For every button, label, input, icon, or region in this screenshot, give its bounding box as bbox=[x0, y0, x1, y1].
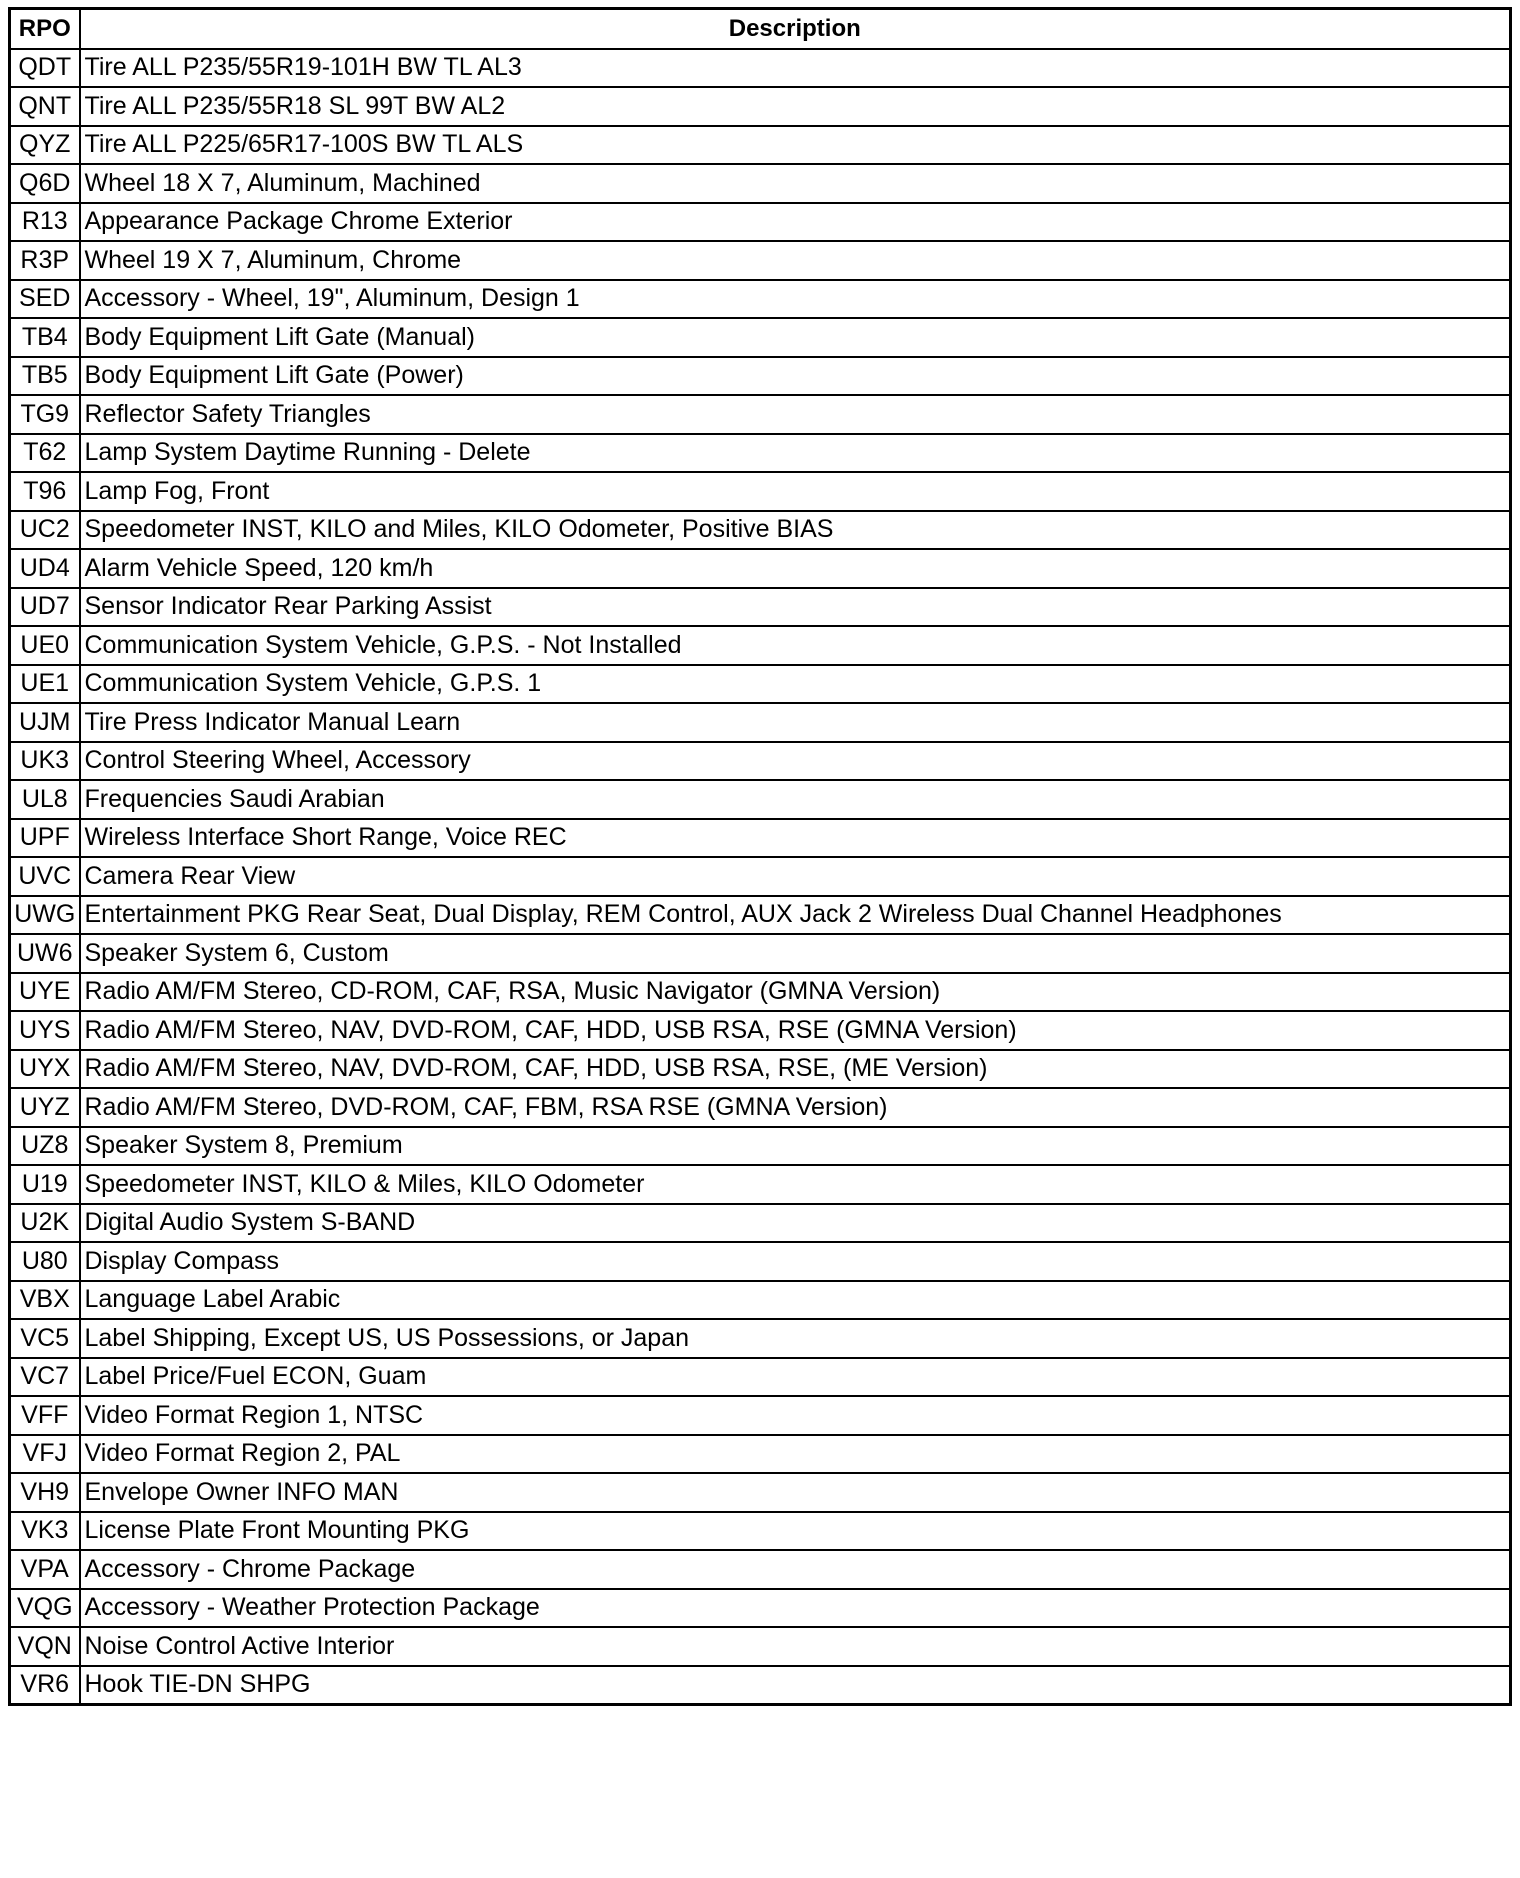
table-row bbox=[10, 472, 1511, 511]
description-cell: Body Equipment Lift Gate (Power) bbox=[80, 357, 1511, 396]
description-cell: Language Label Arabic bbox=[80, 1281, 1511, 1320]
table-row bbox=[10, 626, 1511, 665]
table-row bbox=[10, 280, 1511, 319]
description-cell: License Plate Front Mounting PKG bbox=[80, 1512, 1511, 1551]
table-header bbox=[10, 9, 1511, 49]
rpo-code-cell: UC2 bbox=[10, 511, 80, 550]
table-row bbox=[10, 1165, 1511, 1204]
table-row bbox=[10, 896, 1511, 935]
rpo-code-cell: UW6 bbox=[10, 934, 80, 973]
description-cell: Lamp Fog, Front bbox=[80, 472, 1511, 511]
rpo-code-cell: VBX bbox=[10, 1281, 80, 1320]
table-row bbox=[10, 434, 1511, 473]
description-cell: Envelope Owner INFO MAN bbox=[80, 1473, 1511, 1512]
rpo-code-cell: QDT bbox=[10, 49, 80, 88]
rpo-code-cell: U19 bbox=[10, 1165, 80, 1204]
table-row bbox=[10, 549, 1511, 588]
description-cell: Reflector Safety Triangles bbox=[80, 395, 1511, 434]
rpo-code-cell: VQN bbox=[10, 1627, 80, 1666]
table-row bbox=[10, 588, 1511, 627]
description-cell: Noise Control Active Interior bbox=[80, 1627, 1511, 1666]
table-row bbox=[10, 1127, 1511, 1166]
rpo-code-cell: VPA bbox=[10, 1550, 80, 1589]
rpo-code-cell: R13 bbox=[10, 203, 80, 242]
table-row bbox=[10, 973, 1511, 1012]
table-row bbox=[10, 1319, 1511, 1358]
rpo-code-cell: UJM bbox=[10, 703, 80, 742]
table-row bbox=[10, 87, 1511, 126]
description-cell: Wheel 19 X 7, Aluminum, Chrome bbox=[80, 241, 1511, 280]
table-row bbox=[10, 395, 1511, 434]
header-row bbox=[10, 9, 1511, 49]
rpo-code-cell: UL8 bbox=[10, 780, 80, 819]
table-row bbox=[10, 1396, 1511, 1435]
description-cell: Hook TIE-DN SHPG bbox=[80, 1666, 1511, 1705]
rpo-code-cell: T96 bbox=[10, 472, 80, 511]
table-row bbox=[10, 164, 1511, 203]
description-cell: Radio AM/FM Stereo, DVD-ROM, CAF, FBM, RSA RSE (GMNA Version) bbox=[80, 1088, 1511, 1127]
rpo-code-cell: SED bbox=[10, 280, 80, 319]
table-row bbox=[10, 318, 1511, 357]
description-cell: Digital Audio System S-BAND bbox=[80, 1204, 1511, 1243]
description-cell: Alarm Vehicle Speed, 120 km/h bbox=[80, 549, 1511, 588]
description-cell: Video Format Region 2, PAL bbox=[80, 1435, 1511, 1474]
rpo-code-cell: UYZ bbox=[10, 1088, 80, 1127]
description-cell: Radio AM/FM Stereo, CD-ROM, CAF, RSA, Music Navigator (GMNA Version) bbox=[80, 973, 1511, 1012]
description-cell: Wireless Interface Short Range, Voice REC bbox=[80, 819, 1511, 858]
table-row bbox=[10, 780, 1511, 819]
table-row bbox=[10, 126, 1511, 165]
rpo-code-cell: VFJ bbox=[10, 1435, 80, 1474]
description-cell: Label Price/Fuel ECON, Guam bbox=[80, 1358, 1511, 1397]
description-cell: Wheel 18 X 7, Aluminum, Machined bbox=[80, 164, 1511, 203]
table-row bbox=[10, 934, 1511, 973]
table-row bbox=[10, 1550, 1511, 1589]
description-cell: Control Steering Wheel, Accessory bbox=[80, 742, 1511, 781]
description-cell: Speedometer INST, KILO and Miles, KILO Odometer, Positive BIAS bbox=[80, 511, 1511, 550]
table-row bbox=[10, 1666, 1511, 1705]
table-row bbox=[10, 1358, 1511, 1397]
table-row bbox=[10, 357, 1511, 396]
rpo-code-cell: TB5 bbox=[10, 357, 80, 396]
rpo-code-cell: VR6 bbox=[10, 1666, 80, 1705]
description-cell: Radio AM/FM Stereo, NAV, DVD-ROM, CAF, HDD, USB RSA, RSE, (ME Version) bbox=[80, 1050, 1511, 1089]
description-cell: Tire ALL P235/55R18 SL 99T BW AL2 bbox=[80, 87, 1511, 126]
description-cell: Speaker System 8, Premium bbox=[80, 1127, 1511, 1166]
rpo-code-cell: UK3 bbox=[10, 742, 80, 781]
rpo-code-cell: R3P bbox=[10, 241, 80, 280]
table-row bbox=[10, 49, 1511, 88]
description-cell: Tire ALL P235/55R19-101H BW TL AL3 bbox=[80, 49, 1511, 88]
rpo-code-cell: VQG bbox=[10, 1589, 80, 1628]
rpo-code-cell: UZ8 bbox=[10, 1127, 80, 1166]
table-row bbox=[10, 742, 1511, 781]
table-body bbox=[10, 49, 1511, 1705]
rpo-code-cell: UE0 bbox=[10, 626, 80, 665]
description-cell: Tire Press Indicator Manual Learn bbox=[80, 703, 1511, 742]
table-row bbox=[10, 203, 1511, 242]
rpo-code-cell: UYE bbox=[10, 973, 80, 1012]
table-row bbox=[10, 1435, 1511, 1474]
table-row bbox=[10, 1589, 1511, 1628]
table-row bbox=[10, 1627, 1511, 1666]
table-row bbox=[10, 1011, 1511, 1050]
rpo-code-cell: UD4 bbox=[10, 549, 80, 588]
table-row bbox=[10, 665, 1511, 704]
description-cell: Video Format Region 1, NTSC bbox=[80, 1396, 1511, 1435]
description-cell: Accessory - Chrome Package bbox=[80, 1550, 1511, 1589]
rpo-code-cell: U80 bbox=[10, 1242, 80, 1281]
rpo-code-cell: TG9 bbox=[10, 395, 80, 434]
header-description: Description bbox=[80, 9, 1511, 49]
description-cell: Camera Rear View bbox=[80, 857, 1511, 896]
description-cell: Communication System Vehicle, G.P.S. 1 bbox=[80, 665, 1511, 704]
description-cell: Body Equipment Lift Gate (Manual) bbox=[80, 318, 1511, 357]
header-rpo: RPO bbox=[10, 9, 80, 49]
table-row bbox=[10, 1281, 1511, 1320]
description-cell: Lamp System Daytime Running - Delete bbox=[80, 434, 1511, 473]
rpo-description-table bbox=[8, 7, 1512, 1706]
rpo-code-cell: U2K bbox=[10, 1204, 80, 1243]
rpo-code-cell: UYS bbox=[10, 1011, 80, 1050]
table-row bbox=[10, 857, 1511, 896]
description-cell: Sensor Indicator Rear Parking Assist bbox=[80, 588, 1511, 627]
rpo-code-cell: QNT bbox=[10, 87, 80, 126]
description-cell: Speedometer INST, KILO & Miles, KILO Odometer bbox=[80, 1165, 1511, 1204]
table-row bbox=[10, 703, 1511, 742]
description-cell: Radio AM/FM Stereo, NAV, DVD-ROM, CAF, HDD, USB RSA, RSE (GMNA Version) bbox=[80, 1011, 1511, 1050]
table-row bbox=[10, 1242, 1511, 1281]
description-cell: Tire ALL P225/65R17-100S BW TL ALS bbox=[80, 126, 1511, 165]
description-cell: Speaker System 6, Custom bbox=[80, 934, 1511, 973]
rpo-code-cell: VC7 bbox=[10, 1358, 80, 1397]
table-row bbox=[10, 511, 1511, 550]
rpo-code-cell: UWG bbox=[10, 896, 80, 935]
description-cell: Accessory - Wheel, 19", Aluminum, Design 1 bbox=[80, 280, 1511, 319]
rpo-code-cell: UE1 bbox=[10, 665, 80, 704]
description-cell: Appearance Package Chrome Exterior bbox=[80, 203, 1511, 242]
description-cell: Accessory - Weather Protection Package bbox=[80, 1589, 1511, 1628]
rpo-code-cell: VK3 bbox=[10, 1512, 80, 1551]
rpo-code-cell: VFF bbox=[10, 1396, 80, 1435]
description-cell: Display Compass bbox=[80, 1242, 1511, 1281]
description-cell: Entertainment PKG Rear Seat, Dual Display, REM Control, AUX Jack 2 Wireless Dual Channel Headphones bbox=[80, 896, 1511, 935]
table-row bbox=[10, 1512, 1511, 1551]
table-row bbox=[10, 1204, 1511, 1243]
rpo-code-cell: TB4 bbox=[10, 318, 80, 357]
table-row bbox=[10, 1473, 1511, 1512]
rpo-code-cell: QYZ bbox=[10, 126, 80, 165]
table-row bbox=[10, 1088, 1511, 1127]
rpo-code-cell: UD7 bbox=[10, 588, 80, 627]
description-cell: Label Shipping, Except US, US Possessions, or Japan bbox=[80, 1319, 1511, 1358]
table-row bbox=[10, 241, 1511, 280]
table-row bbox=[10, 819, 1511, 858]
rpo-code-cell: Q6D bbox=[10, 164, 80, 203]
description-cell: Frequencies Saudi Arabian bbox=[80, 780, 1511, 819]
rpo-code-cell: UVC bbox=[10, 857, 80, 896]
table-row bbox=[10, 1050, 1511, 1089]
rpo-code-cell: T62 bbox=[10, 434, 80, 473]
rpo-code-cell: UPF bbox=[10, 819, 80, 858]
rpo-code-cell: VC5 bbox=[10, 1319, 80, 1358]
rpo-code-cell: UYX bbox=[10, 1050, 80, 1089]
description-cell: Communication System Vehicle, G.P.S. - Not Installed bbox=[80, 626, 1511, 665]
rpo-code-cell: VH9 bbox=[10, 1473, 80, 1512]
